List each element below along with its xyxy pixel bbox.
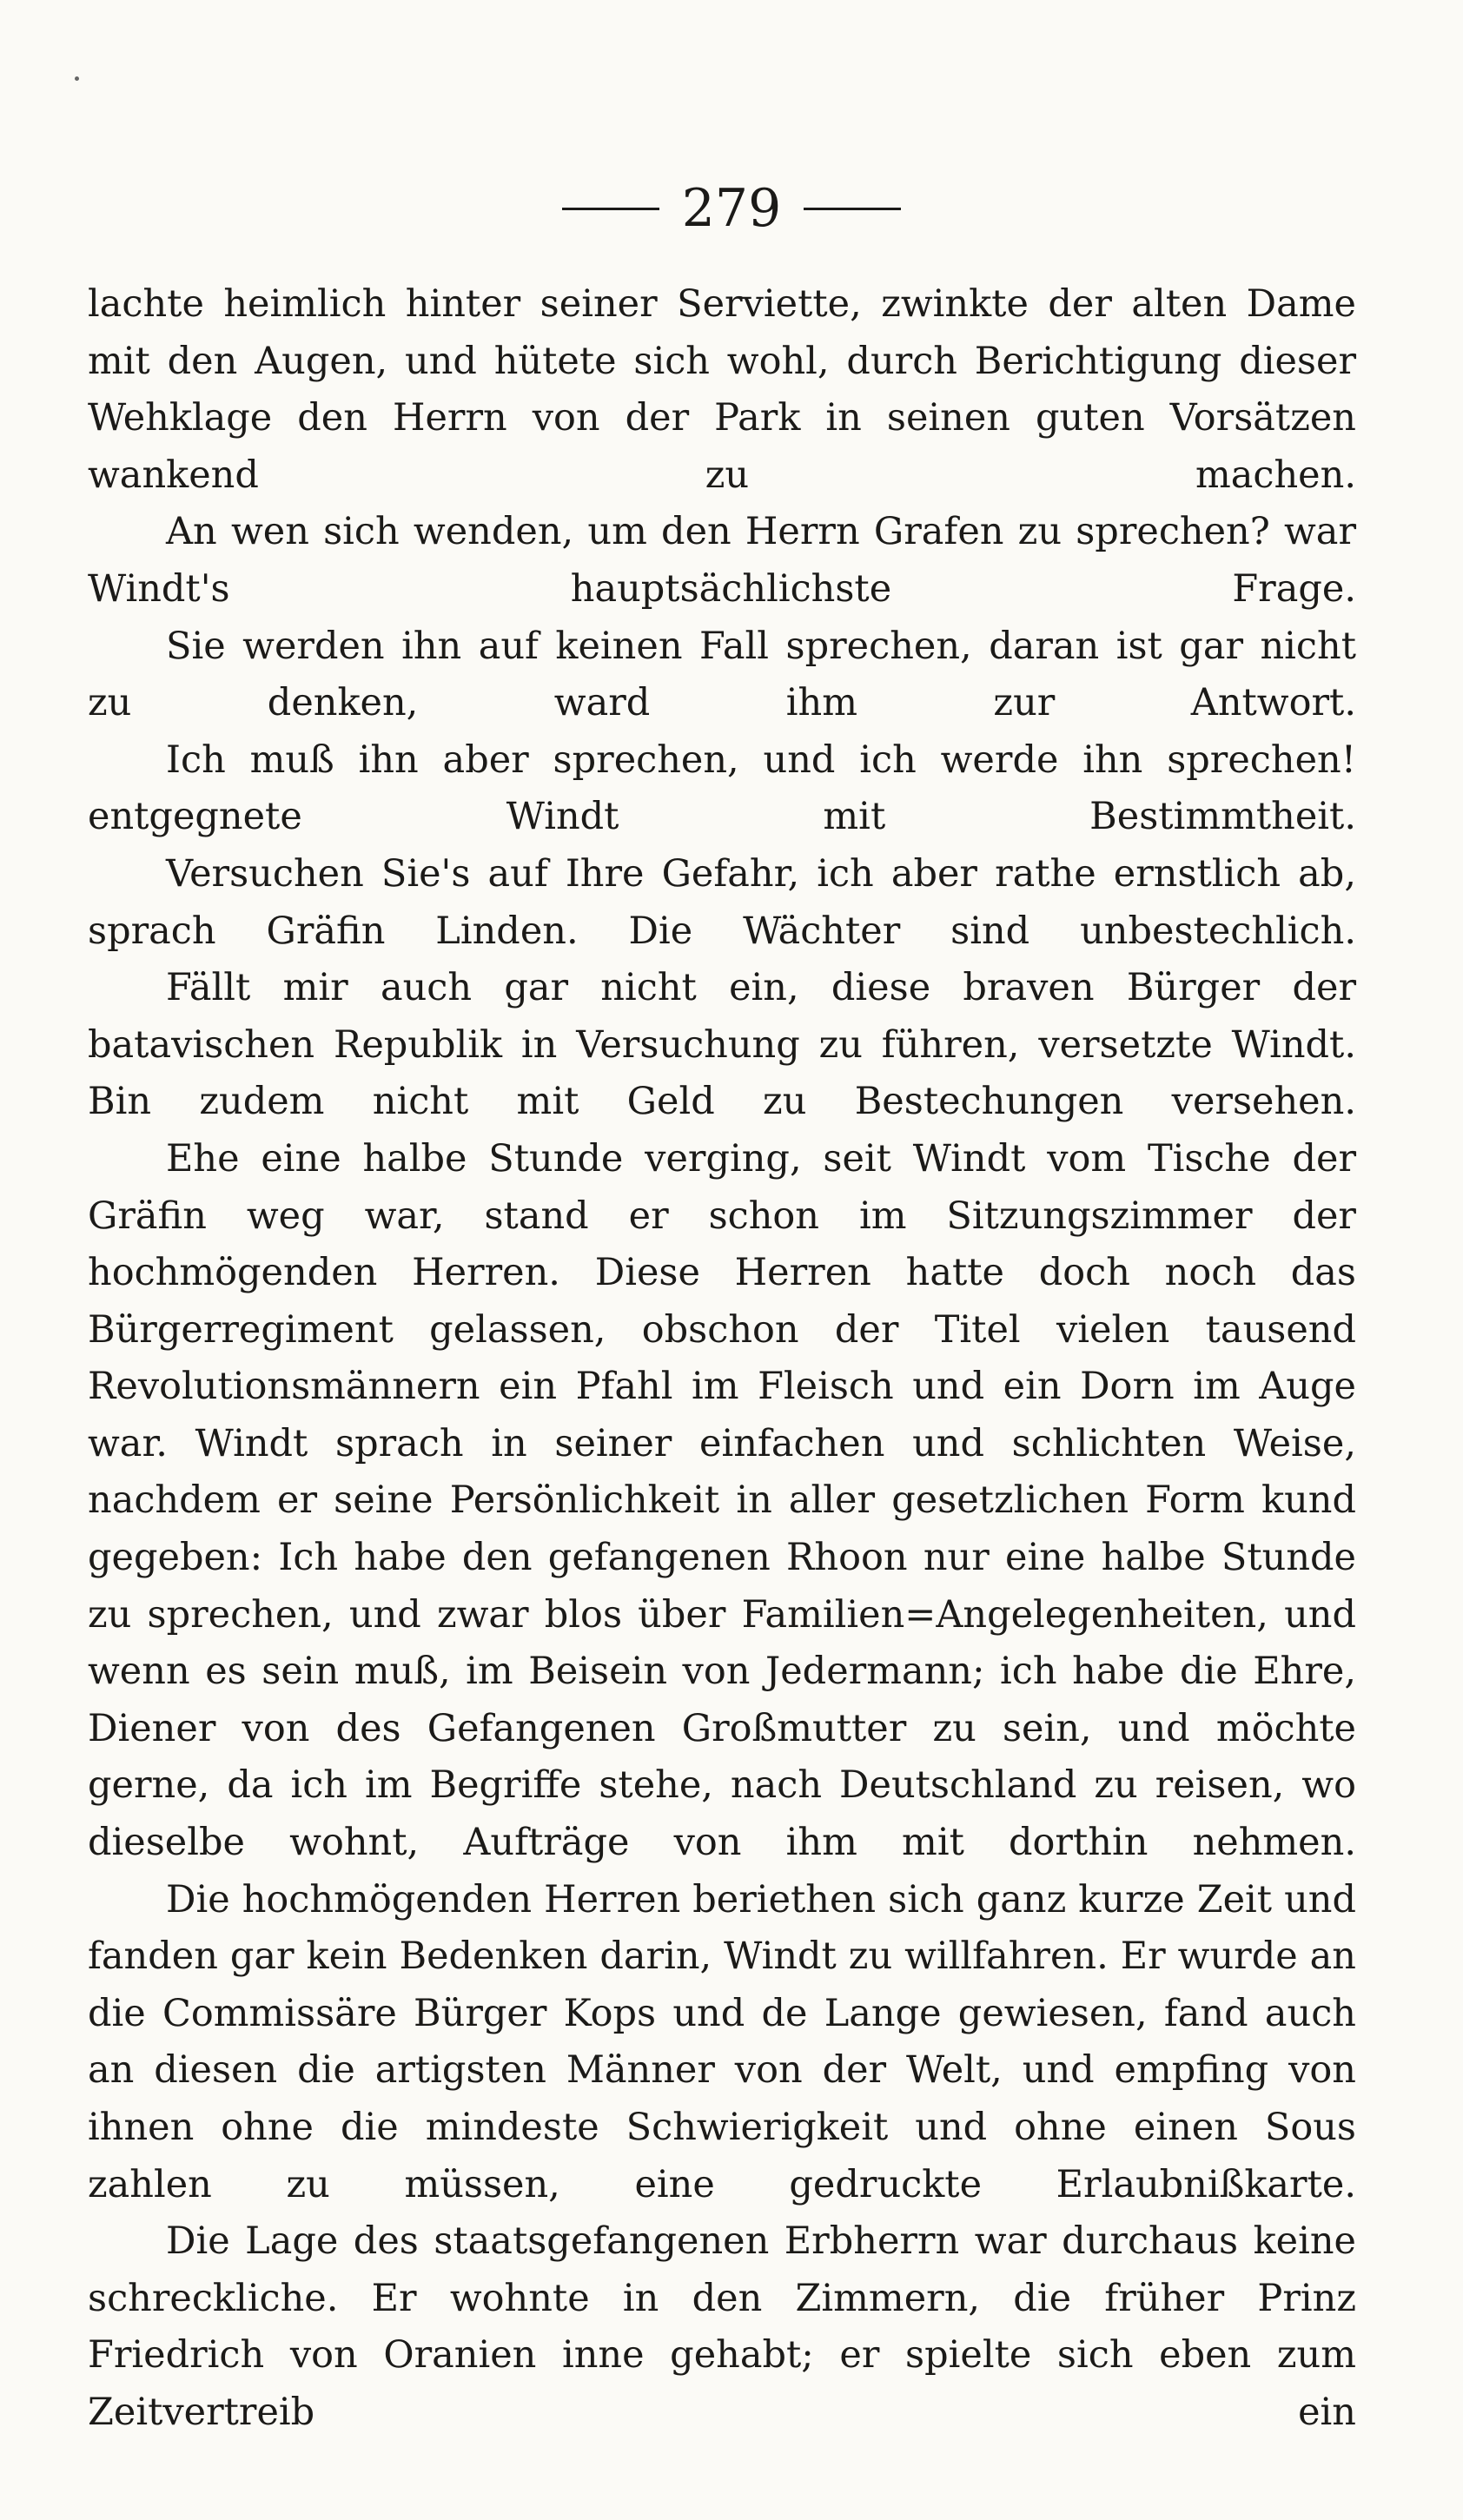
paragraph: Die hochmögenden Herren beriethen sich ganz kurze Zeit und fanden gar kein Bedenken darin, Windt zu willfahren. Er wurde an die Commissäre Bürger Kops und de Lange gewiesen, fand auch an diesen die artigsten Männer von der Welt, und empfing von ihnen ohne die mindeste Schwierigkeit und ohne einen Sous zahlen zu müssen, eine gedruckte Erlaubnißkarte. bbox=[88, 1877, 1356, 2206]
page-header bbox=[0, 178, 1463, 239]
speck-mark bbox=[75, 76, 79, 81]
paragraph: Ehe eine halbe Stunde verging, seit Windt vom Tische der Gräfin weg war, stand er schon im Sitzungszimmer der hochmögenden Herren. Diese Herren hatte doch noch das Bürgerregiment gelassen, obschon der Titel vielen tausend Revolutionsmännern ein Pfahl im Fleisch und ein Dorn im Auge war. Windt sprach in seiner einfachen und schlichten Weise, nachdem er seine Persönlichkeit in aller gesetzlichen Form kund gegeben: Ich habe den gefangenen Rhoon nur eine halbe Stunde zu sprechen, und zwar blos über Familien=Angelegenheiten, und wenn es sein muß, im Beisein von Jedermann; ich habe die Ehre, Diener von des Gefangenen Großmutter zu sein, und möchte gerne, da ich im Begriffe stehe, nach Deutschland zu reisen, wo dieselbe wohnt, Aufträge von ihm mit dorthin nehmen. bbox=[88, 1136, 1356, 1865]
body-text bbox=[88, 276, 1356, 2442]
header-rule-right bbox=[804, 208, 901, 210]
paragraph: Sie werden ihn auf keinen Fall sprechen, daran ist gar nicht zu denken, ward ihm zur Antwort. bbox=[88, 624, 1356, 725]
header-rule-left bbox=[562, 208, 659, 210]
paragraph: Ich muß ihn aber sprechen, und ich werde ihn sprechen! entgegnete Windt mit Bestimmtheit. bbox=[88, 737, 1356, 839]
paragraph: Versuchen Sie's auf Ihre Gefahr, ich aber rathe ernstlich ab, sprach Gräfin Linden. Die Wächter sind unbestechlich. bbox=[88, 851, 1356, 953]
page-number: 279 bbox=[681, 178, 782, 239]
paragraph: lachte heimlich hinter seiner Serviette, zwinkte der alten Dame mit den Augen, und hütete sich wohl, durch Berichtigung dieser Wehklage den Herrn von der Park in seinen guten Vorsätzen wankend zu machen. bbox=[88, 282, 1356, 497]
paragraph: Die Lage des staatsgefangenen Erbherrn war durchaus keine schreckliche. Er wohnte in den Zimmern, die früher Prinz Friedrich von Oranien inne gehabt; er spielte sich eben zum Zeitvertreib ein bbox=[88, 2219, 1356, 2434]
paragraph: Fällt mir auch gar nicht ein, diese braven Bürger der batavischen Republik in Versuchung zu führen, versetzte Windt. Bin zudem nicht mit Geld zu Bestechungen versehen. bbox=[88, 966, 1356, 1124]
paragraph: An wen sich wenden, um den Herrn Grafen zu sprechen? war Windt's hauptsächlichste Frage. bbox=[88, 510, 1356, 611]
